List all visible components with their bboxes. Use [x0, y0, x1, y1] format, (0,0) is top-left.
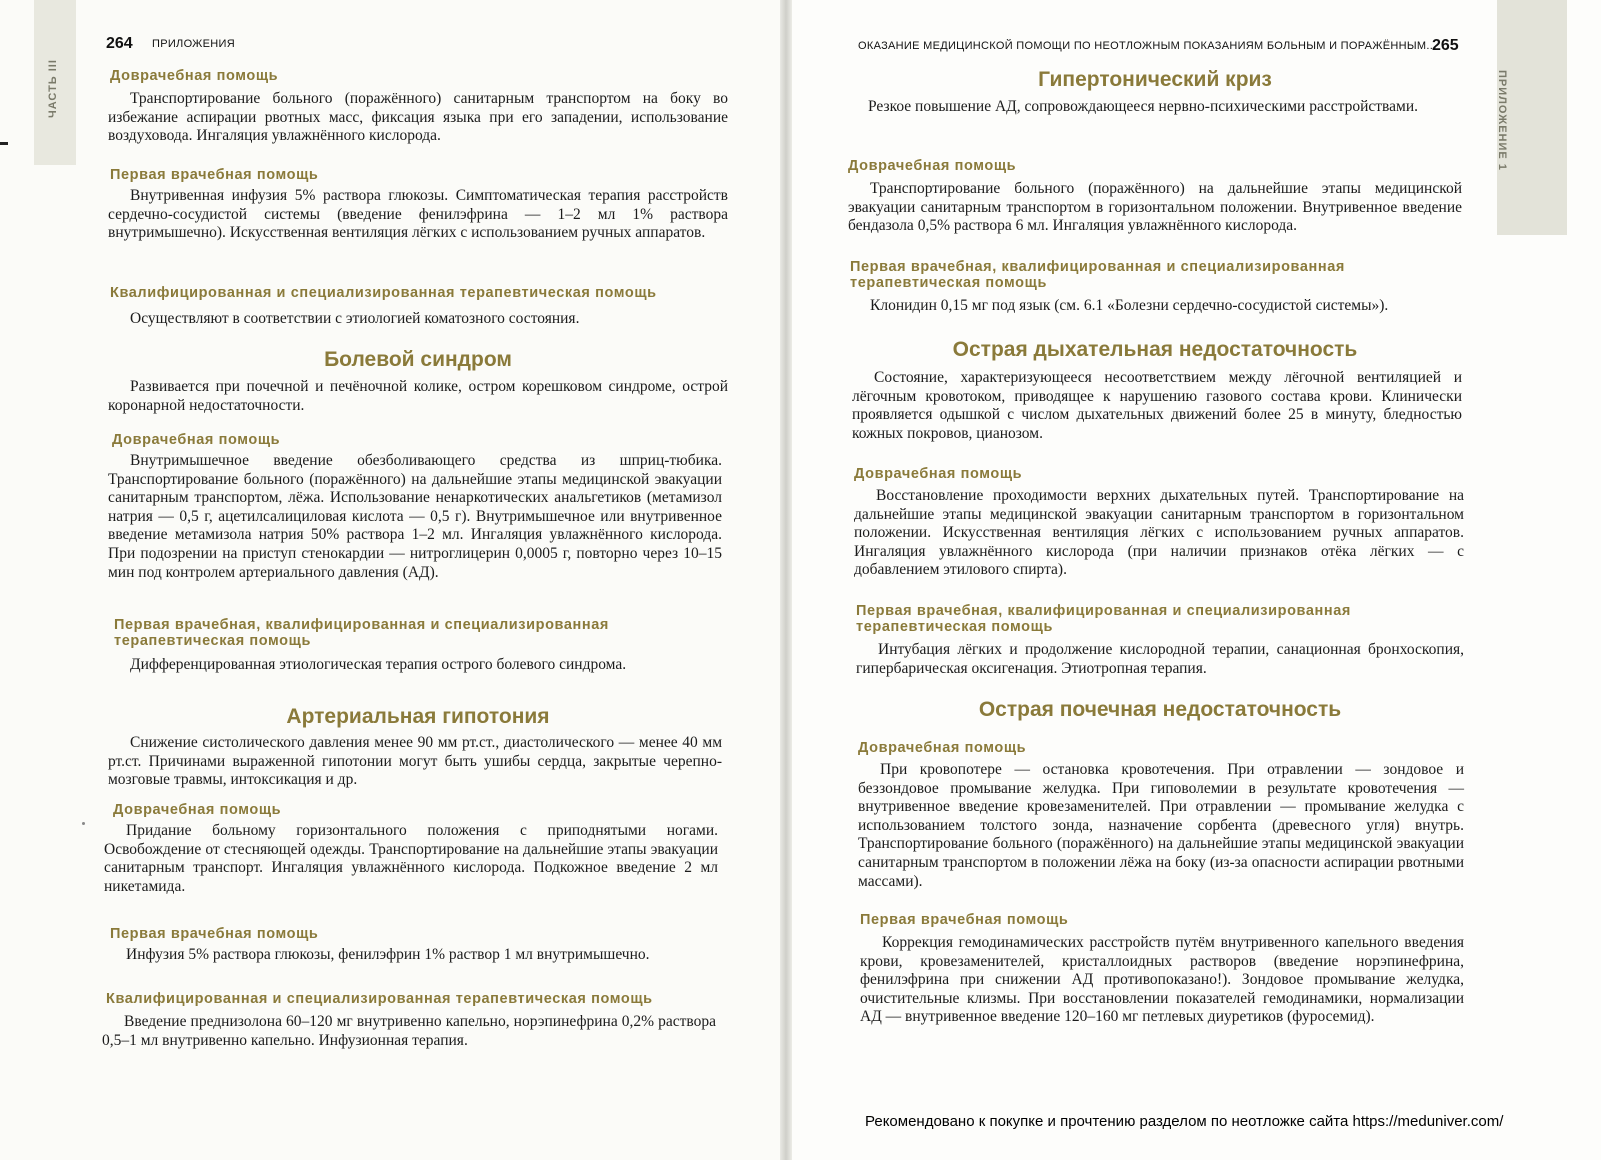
right-n2-text: Коррекция гемодинамических расстройств путём внутривенного капельного введения крови, кровезаменителей, кристаллоидных растворов (введение норэпинефрина, фенилэфрина при снижении АД противопоказано!). Зондовое промывание желудка, очистительные клизмы. При восстановлении показателей гемодинамики, нормализации АД — внутривенное введение 120–160 мг петлевых диуретиков (фуросемид).	[860, 934, 1464, 1026]
right-r1-heading: Доврачебная помощь	[854, 466, 1023, 482]
left-b6-text: Придание больному горизонтального положения с приподнятыми ногами. Освобождение от стесняющей одежды. Транспортирование на дальнейшие этапы эвакуации санитарным транспорт. Ингаляция увлажнённого кислорода. Подкожное введение 2 мл никетамида.	[104, 822, 718, 895]
renal-section-title: Острая почечная недостаточность	[978, 698, 1342, 721]
page-edge-mark	[0, 142, 8, 145]
crisis-intro-text: Резкое повышение АД, сопровождающееся нервно-психическими расстройствами.	[868, 98, 1419, 115]
left-b1-text: Транспортирование больного (поражённого) санитарным транспортом на боку во избежание аспирации рвотных масс, фиксация языка при его западении, использование воздуховода. Ингаляция увлажнённого кислорода.	[108, 90, 728, 145]
left-page-number: 264	[106, 35, 133, 52]
left-b3-heading: Квалифицированная и специализированная терапевтическая помощь	[110, 285, 657, 301]
respiratory-intro-text: Состояние, характеризующееся несоответствием между лёгочной вентиляцией и лёгочным кровотоком, приводящее к нарушению газового состава крови. Клинически проявляется одышкой с числом дыхательных движений более 25 в минуту, бледностью кожных покровов, цианозом.	[852, 369, 1462, 442]
left-b7-text: Инфузия 5% раствора глюкозы, фенилэфрин 1% раствор 1 мл внутримышечно.	[126, 946, 650, 963]
respiratory-section-title: Острая дыхательная недостаточность	[952, 338, 1358, 361]
hypotension-section-title: Артериальная гипотония	[286, 705, 550, 728]
pain-intro-text: Развивается при почечной и печёночной колике, остром корешковом синдроме, острой коронарной недостаточности.	[108, 378, 728, 414]
left-b6-heading: Доврачебная помощь	[113, 802, 282, 818]
left-running-head: ПРИЛОЖЕНИЯ	[152, 38, 235, 50]
pain-section-title: Болевой синдром	[324, 348, 512, 371]
right-r1-text: Восстановление проходимости верхних дыхательных путей. Транспортирование на дальнейшие этапы медицинской эвакуации санитарным транспортом в горизонтальном положении. Искусственная вентиляция лёгких с использованием ручных аппаратов. Ингаляция увлажнённого кислорода (при наличии признаков отёка лёгких — с добавлением этилового спирта).	[854, 487, 1464, 579]
right-page-number: 265	[1432, 37, 1459, 54]
left-b3-text: Осуществляют в соответствии с этиологией коматозного состояния.	[130, 310, 580, 327]
right-n1-text: При кровопотере — остановка кровотечения. При отравлении — зондовое и беззондовое промывание желудка. При гиповолемии в результате кровотечения — внутривенное введение кровезаменителей. При отравлении — промывание желудка с использованием толстого зонда, назначение сорбента (древесного угля) внутрь. Транспортирование больного (поражённого) на дальнейшие этапы медицинской эвакуации санитарным транспортом в положении лёжа на боку (из-за опасности аспирации рвотными массами).	[858, 761, 1464, 890]
crisis-section-title: Гипертонический криз	[1038, 68, 1272, 91]
left-b5-heading: Первая врачебная, квалифицированная и специализированная терапевтическая помощь	[114, 617, 609, 649]
hypotension-intro-text: Снижение систолического давления менее 90 мм рт.ст., диастолического — менее 40 мм рт.ст. Причинами выраженной гипотонии могут быть ушибы сердца, закрытые черепно-мозговые травмы, интоксикация и др.	[108, 734, 722, 789]
left-b8-heading: Квалифицированная и специализированная терапевтическая помощь	[106, 991, 653, 1007]
right-c2-heading: Первая врачебная, квалифицированная и специализированная терапевтическая помощь	[850, 259, 1345, 291]
left-b2-heading: Первая врачебная помощь	[110, 167, 319, 183]
book-gutter	[780, 0, 792, 1160]
right-running-head: ОКАЗАНИЕ МЕДИЦИНСКОЙ ПОМОЩИ ПО НЕОТЛОЖНЫМ ПОКАЗАНИЯМ БОЛЬНЫМ И ПОРАЖЁННЫМ...	[858, 40, 1437, 52]
left-b7-heading: Первая врачебная помощь	[110, 926, 319, 942]
left-b1-heading: Доврачебная помощь	[110, 68, 279, 84]
right-n1-heading: Доврачебная помощь	[858, 740, 1027, 756]
right-c1-heading: Доврачебная помощь	[848, 158, 1017, 174]
left-b5-text: Дифференцированная этиологическая терапия острого болевого синдрома.	[130, 656, 627, 673]
left-side-label: ЧАСТЬ III	[47, 59, 59, 118]
left-b8-text: Введение преднизолона 60–120 мг внутривенно капельно, норэпинефрина 0,2% раствора 0,5–1 мл внутривенно капельно. Инфузионная терапия.	[102, 1013, 716, 1049]
footer-recommendation-note: Рекомендовано к покупке и прочтению разделом по неотложке сайта https://meduniver.com/	[865, 1113, 1504, 1130]
left-b4-heading: Доврачебная помощь	[112, 432, 281, 448]
stray-mark	[82, 822, 85, 825]
right-r2-heading: Первая врачебная, квалифицированная и специализированная терапевтическая помощь	[856, 603, 1351, 635]
left-b4-text: Внутримышечное введение обезболивающего средства из шприц-тюбика. Транспортирование больного (поражённого) на дальнейшие этапы медицинской эвакуации санитарным транспортом, лёжа. Использование ненаркотических анальгетиков (метамизол натрия — 0,5 г, ацетилсалициловая кислота — 0,5 г). Внутримышечное или внутривенное введение метамизола натрия 50% раствора 1–2 мл. Ингаляция увлажнённого кислорода. При подозрении на приступ стенокардии — нитроглицерин 0,0005 г, повторно через 10–15 мин под контролем артериального давления (АД).	[108, 452, 722, 581]
right-r2-text: Интубация лёгких и продолжение кислородной терапии, санационная бронхоскопия, гипербарическая оксигенация. Этиотропная терапия.	[856, 641, 1464, 677]
right-c1-text: Транспортирование больного (поражённого) на дальнейшие этапы медицинской эвакуации санитарным транспортом в горизонтальном положении. Внутривенное введение бендазола 0,5% раствора 6 мл. Ингаляция увлажнённого кислорода.	[848, 180, 1462, 235]
right-n2-heading: Первая врачебная помощь	[860, 912, 1069, 928]
left-b2-text: Внутривенная инфузия 5% раствора глюкозы. Симптоматическая терапия расстройств сердечно-сосудистой системы (введение фенилэфрина — 1–2 мл 1% раствора внутримышечно). Искусственная вентиляция лёгких с использованием ручных аппаратов.	[108, 187, 728, 242]
right-side-label: ПРИЛОЖЕНИЕ 1	[1496, 70, 1508, 171]
right-c2-text: Клонидин 0,15 мг под язык (см. 6.1 «Болезни сердечно-сосудистой системы»).	[870, 297, 1389, 314]
